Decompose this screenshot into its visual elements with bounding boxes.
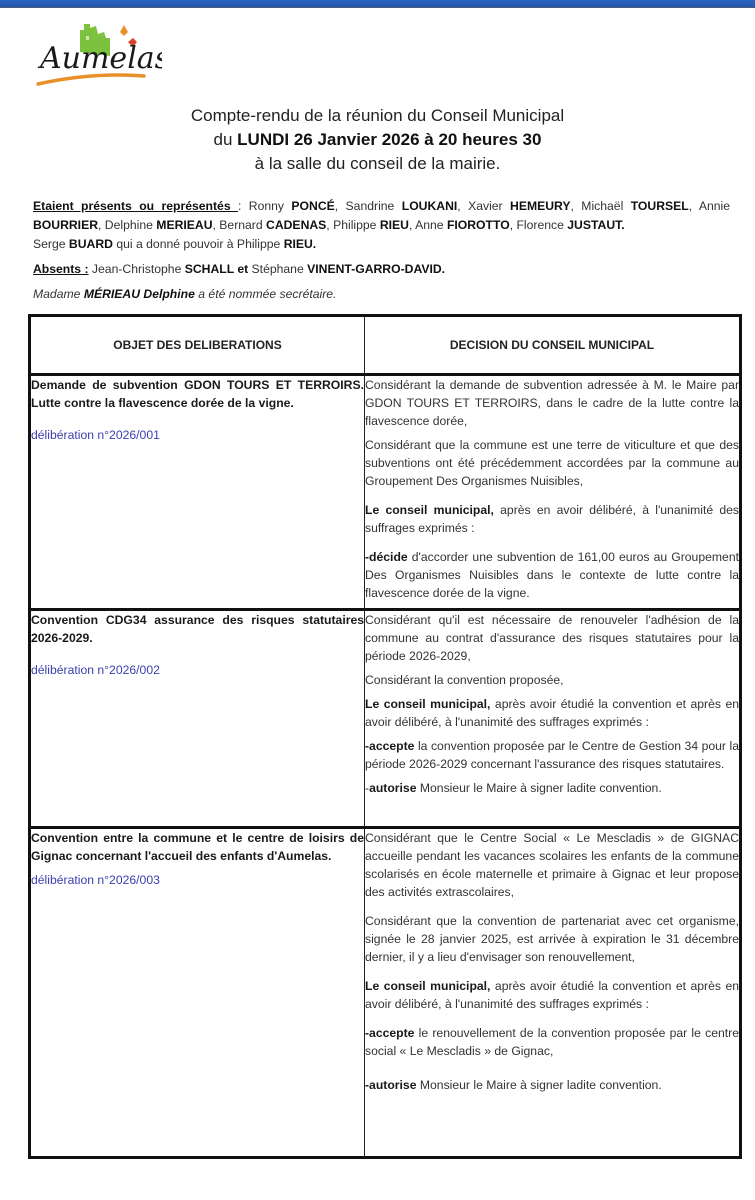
- sep: ,: [334, 199, 346, 213]
- sep: ,: [326, 218, 334, 232]
- subject-text: Demande de subvention GDON TOURS ET TERROIRS. Lutte contre la flavescence dorée de la vigne.: [31, 378, 364, 410]
- para-text: le renouvellement de la convention proposée par le centre social « Le Mescladis » de Gignac,: [365, 1026, 739, 1058]
- para-bold: autorise: [369, 781, 417, 795]
- decision-para: [365, 671, 739, 689]
- top-bar: [0, 0, 755, 8]
- member-last: LOUKANI: [401, 199, 458, 213]
- absent-list: [33, 260, 730, 279]
- subject-text: Convention CDG34 assurance des risques statutaires 2026-2029.: [31, 613, 364, 645]
- para-text: Monsieur le Maire à signer ladite convention.: [416, 1078, 662, 1092]
- header-decision: DECISION DU CONSEIL MUNICIPAL: [365, 316, 741, 375]
- decision-para: [365, 695, 739, 731]
- secretary-name: MÉRIEAU Delphine: [83, 287, 195, 301]
- decision-cell: [365, 828, 741, 1158]
- proxy-last: BUARD: [68, 237, 113, 251]
- decision-para: [365, 779, 739, 797]
- member-last: TOURSEL: [630, 199, 689, 213]
- member-last: FIOROTTO: [446, 218, 510, 232]
- table-row: [30, 828, 741, 1158]
- para-text: après avoir étudié la convention et après en avoir délibéré, à l'unanimité des suffrages exprimés :: [365, 697, 740, 729]
- para-text: Considérant qu'il est nécessaire de renouveler l'adhésion de la commune au contrat d'assurance des risques statutaires pour la période 2026-2029,: [365, 613, 739, 663]
- decision-para: [365, 436, 739, 490]
- para-bold: Le conseil municipal,: [365, 979, 491, 993]
- proxy-text: qui a donné pouvoir à Philippe: [112, 237, 284, 251]
- document-title: [0, 104, 755, 176]
- present-label: Etaient présents ou représentés: [33, 199, 238, 213]
- decision-cell: [365, 375, 741, 610]
- para-text: Considérant la demande de subvention adressée à M. le Maire par GDON TOURS ET TERROIRS, dans le cadre de la lutte contre la flavescence dorée,: [365, 378, 739, 428]
- decision-para: [365, 1076, 739, 1094]
- member-last: BOURRIER: [33, 218, 99, 232]
- para-bold: -accepte: [365, 739, 415, 753]
- member-last: MERIEAU: [156, 218, 213, 232]
- decision-para: [365, 977, 739, 1013]
- proxy-to: RIEU.: [283, 237, 317, 251]
- member-first: Annie: [698, 199, 730, 213]
- para-bold: Le conseil municipal,: [365, 503, 494, 517]
- para-text: Considérant que le Centre Social « Le Mescladis » de GIGNAC accueille pendant les vacances scolaires les enfants de la commune scolarisés en école maternelle et primaire à Gignac et leur propose des activités extrascolaires,: [365, 831, 739, 899]
- decision-cell: [365, 610, 741, 828]
- para-bold: -autorise: [365, 1078, 417, 1092]
- member-first: Xavier: [468, 199, 503, 213]
- member-first: Ronny: [248, 199, 285, 213]
- table-row: [30, 610, 741, 828]
- para-text: Monsieur le Maire à signer ladite convention.: [416, 781, 662, 795]
- decision-para: [365, 829, 739, 901]
- absent-last: SCHALL et: [184, 262, 249, 276]
- absent-label: Absents :: [33, 262, 89, 276]
- decision-para: [365, 548, 739, 602]
- member-last: PONCÉ: [291, 199, 335, 213]
- member-first: Delphine: [104, 218, 153, 232]
- logo-icon: [32, 12, 162, 92]
- present-list: [33, 197, 730, 254]
- member-last: CADENAS: [266, 218, 327, 232]
- meeting-date: LUNDI 26 Janvier 2026 à 20 heures 30: [237, 130, 542, 149]
- para-text: Considérant que la convention de partenariat avec cet organisme, signée le 28 janvier 2025, est arrivée à expiration le 31 décembre dernier, il y a lieu d'envisager son renouvellement,: [365, 914, 739, 964]
- para-bold: -accepte: [365, 1026, 415, 1040]
- sep: ,: [509, 218, 517, 232]
- para-text: après avoir étudié la convention et après en avoir délibéré, à l'unanimité des suffrages exprimés :: [365, 979, 740, 1011]
- member-first: Philippe: [333, 218, 377, 232]
- secretary-prefix: Madame: [33, 287, 84, 301]
- title-prefix: du: [213, 130, 238, 149]
- para-text: après en avoir délibéré, à l'unanimité des suffrages exprimés :: [365, 503, 739, 535]
- proxy-first: Serge: [33, 237, 66, 251]
- secretary-suffix: a été nommée secrétaire.: [194, 287, 337, 301]
- member-first: Florence: [516, 218, 564, 232]
- sep: ,: [457, 199, 469, 213]
- decision-para: [365, 912, 739, 966]
- title-line-2: [0, 128, 755, 152]
- subject-text: Convention entre la commune et le centre de loisirs de Gignac concernant l'accueil des enfants d'Aumelas.: [31, 831, 364, 863]
- subject-cell: [30, 610, 365, 828]
- present-separator: :: [238, 199, 249, 213]
- deliberation-ref: délibération n°2026/002: [31, 663, 160, 677]
- absent-first: Stéphane: [248, 262, 308, 276]
- secretary-line: [33, 285, 730, 304]
- member-first: Michaël: [581, 199, 624, 213]
- absent-first: Jean-Christophe: [88, 262, 185, 276]
- member-first: Sandrine: [345, 199, 395, 213]
- para-text: Considérant que la commune est une terre de viticulture et que des subventions ont été précédemment accordées par la commune au Groupement Des Organismes Nuisibles,: [365, 438, 739, 488]
- para-bold: Le conseil municipal,: [365, 697, 491, 711]
- subject-cell: [30, 828, 365, 1158]
- deliberation-ref: délibération n°2026/001: [31, 428, 160, 442]
- sep: ,: [98, 218, 105, 232]
- decision-para: [365, 611, 739, 665]
- para-text: d'accorder une subvention de 161,00 euros au Groupement Des Organismes Nuisibles dans le contexte de lutte contre la flavescence dorée de la vigne.: [365, 550, 739, 600]
- member-last: JUSTAUT: [567, 218, 622, 232]
- decision-para: [365, 501, 739, 537]
- deliberations-table: [28, 314, 742, 1159]
- svg-text:Aumelas: Aumelas: [40, 41, 162, 76]
- title-line-1: Compte-rendu de la réunion du Conseil Municipal: [190, 106, 565, 125]
- para-dash: -: [365, 781, 370, 795]
- member-first: Bernard: [219, 218, 263, 232]
- table-row: [30, 375, 741, 610]
- decision-para: [365, 1024, 739, 1060]
- para-text: Considérant la convention proposée,: [365, 673, 564, 687]
- decision-para: [365, 376, 739, 430]
- member-last: RIEU: [379, 218, 409, 232]
- sep: ,: [408, 218, 416, 232]
- sep: ,: [688, 199, 699, 213]
- header-objet: OBJET DES DELIBERATIONS: [30, 316, 365, 375]
- deliberation-ref: délibération n°2026/003: [31, 873, 160, 887]
- sep: .: [621, 218, 625, 232]
- attendance-section: [33, 197, 730, 310]
- para-text: la convention proposée par le Centre de Gestion 34 pour la période 2026-2029 concernant l'assurance des risques statutaires.: [365, 739, 739, 771]
- decision-para: [365, 737, 739, 773]
- table-header-row: [30, 316, 741, 375]
- title-line-3: à la salle du conseil de la mairie.: [254, 154, 501, 173]
- subject-cell: [30, 375, 365, 610]
- absent-last: VINENT-GARRO-DAVID.: [307, 262, 446, 276]
- member-last: HEMEURY: [510, 199, 571, 213]
- member-first: Anne: [415, 218, 444, 232]
- aumelas-logo: [32, 12, 162, 92]
- sep: ,: [212, 218, 220, 232]
- sep: ,: [570, 199, 582, 213]
- para-bold: -décide: [365, 550, 408, 564]
